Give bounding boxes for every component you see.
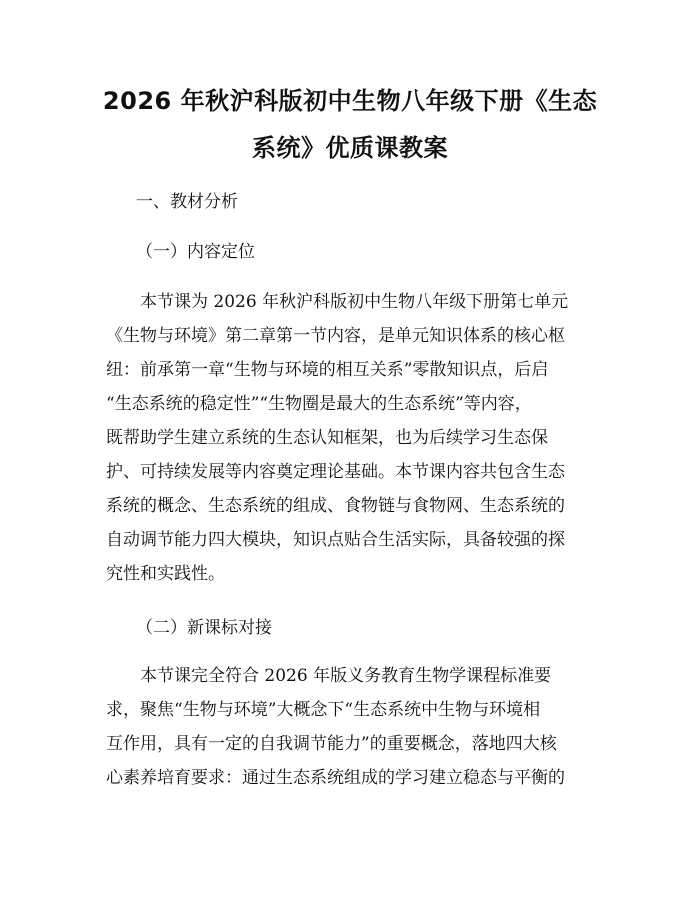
paragraph-line: 《生物与环境》第二章第一节内容，是单元知识体系的核心枢 [106,326,565,346]
paragraph-line: 护、可持续发展等内容奠定理论基础。本节课内容共包含生态 [106,462,565,482]
section-heading-textbook-analysis: 一、教材分析 [136,192,238,212]
paragraph-line: 本节课为 2026 年秋沪科版初中生物八年级下册第七单元 [140,292,569,312]
paragraph-curriculum-alignment [106,659,602,795]
subsection-heading-curriculum-alignment: （二）新课标对接 [136,618,272,638]
paragraph-content-positioning [106,285,602,591]
paragraph-line: 究性和实践性。 [106,564,225,584]
paragraph-line: 互作用，具有一定的自我调节能力”的重要概念，落地四大核 [106,734,557,754]
paragraph-line: “生态系统的稳定性”“生物圈是最大的生态系统”等内容， [106,394,532,414]
paragraph-line: 纽：前承第一章“生物与环境的相互关系”零散知识点，后启 [106,360,549,380]
paragraph-line: 心素养培育要求：通过生态系统组成的学习建立稳态与平衡的 [106,768,565,788]
subsection-heading-content-positioning: （一）内容定位 [136,242,255,262]
document-title-line-2: 系统》优质课教案 [252,134,448,162]
paragraph-line: 系统的概念、生态系统的组成、食物链与食物网、生态系统的 [106,496,565,516]
paragraph-line: 本节课完全符合 2026 年版义务教育生物学课程标准要 [140,666,552,686]
paragraph-line: 自动调节能力四大模块，知识点贴合生活实际，具备较强的探 [106,530,565,550]
paragraph-line: 既帮助学生建立系统的生态认知框架，也为后续学习生态保 [106,428,548,448]
document-title-line-1: 2026 年秋沪科版初中生物八年级下册《生态 [102,87,598,115]
paragraph-line: 求，聚焦“生物与环境”大概念下“生态系统中生物与环境相 [106,700,541,720]
